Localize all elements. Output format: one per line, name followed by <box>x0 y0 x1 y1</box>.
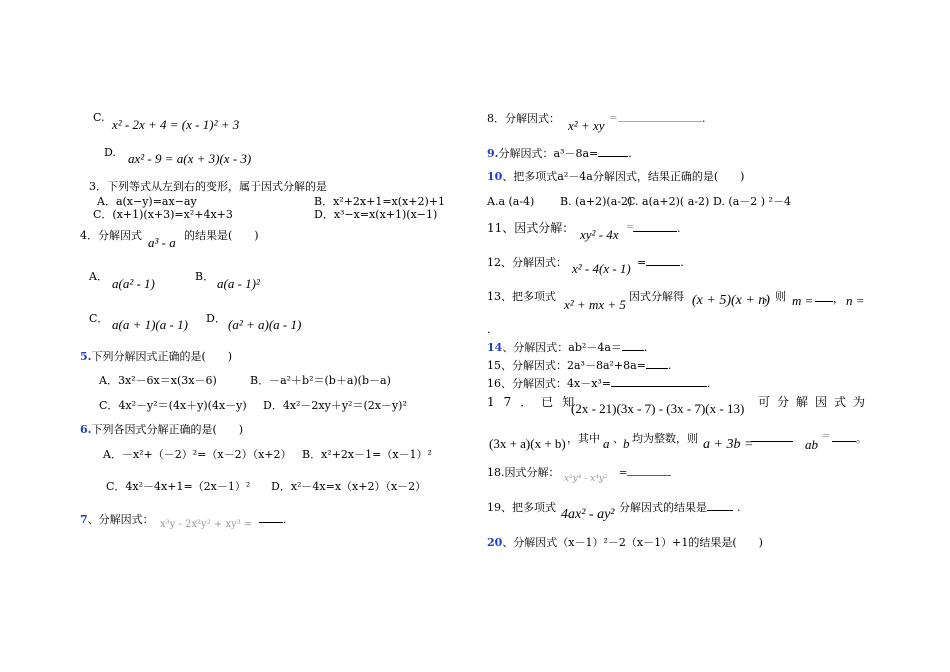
q11-stem: 11、因式分解： <box>487 221 575 235</box>
q17-factor: (3x + a)(x + b) <box>489 436 566 451</box>
q16-stem <box>487 377 711 391</box>
q3-stem: 3．下列等式从左到右的变形，属于因式分解的是 <box>89 180 327 193</box>
q8-answer <box>618 112 706 126</box>
q13-m: m = <box>792 293 814 308</box>
q4-option-b-expr: a(a - 1)² <box>217 276 260 291</box>
q10-option-a: A.a (a-4) <box>487 195 535 208</box>
q14-number: 14 <box>487 341 503 354</box>
q15-stem-text: 15、分解因式：2a³－8a²+8a= <box>487 359 646 372</box>
q12-answer-blank <box>646 265 680 266</box>
q19-answer <box>619 501 741 515</box>
q12-expression: x² - 4(x - 1) <box>572 261 631 276</box>
q16-stem-text: 16、分解因式：4x－x³= <box>487 377 612 390</box>
q6-option-a: A．－x²+（－2）²=（x－2）（x+2） <box>103 448 292 461</box>
q8-answer-blank <box>618 121 702 122</box>
q17-ab: ab <box>805 437 818 452</box>
q13-comma: ， <box>833 292 844 305</box>
q3-option-b: B．x²+2x+1=x(x+2)+1 <box>314 195 445 208</box>
q6-option-b: B．x²+2x－1=（x－1）² <box>302 448 432 461</box>
q4-stem-expr: a³ - a <box>148 235 176 250</box>
q5-stem-text: 下列分解因式正确的是( ) <box>91 350 233 363</box>
q2-option-c-expr: x² - 2x + 4 = (x - 1)² + 3 <box>112 117 240 132</box>
q12-equals: = <box>637 256 647 269</box>
q4-option-d-expr: (a² + a)(a - 1) <box>228 317 302 332</box>
q17-separator: 、 <box>613 432 624 445</box>
q17-sum-blank <box>751 441 793 442</box>
q17-sum: a + 3b = <box>703 437 754 452</box>
q17-ab-answer <box>832 432 867 446</box>
q20-stem-text: 、分解因式（x－1）²－2（x－1）+1的结果是( ) <box>502 536 763 549</box>
q13-m-blank <box>815 301 833 302</box>
q7-number: 7 <box>80 513 88 526</box>
q5-option-b: B．－a²＋b²＝(b＋a)(b－a) <box>250 374 391 387</box>
q17-mid2: 均为整数，则 <box>632 432 698 445</box>
q4-option-c-label: C． <box>89 312 109 325</box>
q19-tail: 分解因式的结果是 <box>619 501 707 514</box>
q5-option-d: D．4x²－2xy＋y²＝(2x－y)² <box>263 399 407 412</box>
q7-answer-blank <box>259 522 283 523</box>
q11-tail: . <box>677 222 681 235</box>
q4-option-c-expr: a(a + 1)(a - 1) <box>112 317 188 332</box>
q10-option-b: B. (a+2)(a-2) <box>560 195 633 208</box>
q17-end: 。 <box>856 432 867 445</box>
q12-tail: . <box>680 256 684 269</box>
q20-number: 20 <box>487 536 503 549</box>
q18-stem: 18.因式分解： <box>487 466 560 479</box>
q17-tail: 可分解因式为 <box>758 395 873 409</box>
q17-var-a: a <box>603 436 610 451</box>
q10-stem <box>487 170 744 184</box>
q14-stem <box>487 341 647 355</box>
q17-ab-blank <box>832 441 856 442</box>
q5-option-a: A．3x²－6x＝x(3x－6) <box>99 374 217 387</box>
q16-answer-blank <box>611 386 707 387</box>
q13-n: n = <box>846 293 865 308</box>
q12-answer <box>637 256 684 270</box>
q13-dot: . <box>487 323 491 336</box>
q6-stem-text: 下列各因式分解正确的是( ) <box>91 423 244 436</box>
q14-answer-blank <box>622 350 644 351</box>
q7-stem <box>80 513 154 527</box>
q12-stem: 12、分解因式： <box>487 256 567 269</box>
q18-answer <box>619 466 671 481</box>
q9-tail: . <box>628 147 632 160</box>
q13-then: ，则 <box>764 290 786 303</box>
q11-equals: = <box>626 222 635 233</box>
q5-number: 5. <box>80 350 92 363</box>
q15-tail: . <box>667 359 672 372</box>
q4-option-a-expr: a(a² - 1) <box>112 276 155 291</box>
q7-stem-text: 、分解因式： <box>87 513 154 526</box>
q18-equals: = <box>619 468 628 479</box>
q17-sum-answer <box>751 432 793 446</box>
q18-answer-blank <box>627 475 671 476</box>
q6-option-c: C．4x²－4x+1=（2x－1）² <box>106 480 251 493</box>
q11-expression: xy² - 4x <box>580 227 619 242</box>
q17-var-b: b <box>623 436 630 451</box>
q20-stem <box>487 536 763 550</box>
q9-stem <box>487 147 632 161</box>
q6-stem <box>80 423 243 437</box>
q10-number: 10 <box>487 170 503 183</box>
q17-mid: ，其中 <box>567 432 600 445</box>
q13-mid: 因式分解得 <box>629 290 684 303</box>
q11-answer <box>633 222 681 236</box>
q4-stem-suffix: 的结果是( ) <box>184 229 259 242</box>
q8-expression: x² + xy <box>568 118 605 133</box>
q4-option-a-label: A． <box>89 270 108 283</box>
q17-ab-equals: = <box>822 431 831 442</box>
q5-option-c: C．4x²－y²＝(4x＋y)(4x－y) <box>99 399 247 412</box>
q2-option-d-expr: ax² - 9 = a(x + 3)(x - 3) <box>128 151 252 166</box>
q14-stem-text: 、分解因式：ab²－4a＝ <box>502 341 622 354</box>
q9-stem-text: 分解因式：a³－8a= <box>498 147 599 160</box>
q17-stem: 17．已知 <box>487 395 584 409</box>
q16-tail: . <box>707 377 711 390</box>
q17-expression: (2x - 21)(3x - 7) - (3x - 7)(x - 13) <box>571 401 745 416</box>
q6-option-d: D．x²－4x=x（x+2）（x－2） <box>271 480 427 493</box>
q19-dot: . <box>737 501 741 514</box>
q8-equals: = <box>609 113 618 124</box>
q8-tail: . <box>702 112 706 125</box>
q14-tail: . <box>643 341 648 354</box>
q7-expression: x³y - 2x²y² + xy³ = <box>160 519 253 530</box>
q4-option-b-label: B． <box>195 270 215 283</box>
q3-option-a: A．a(x−y)=ax−ay <box>97 195 197 208</box>
q4-stem-prefix: 4．分解因式 <box>80 229 142 242</box>
q2-option-d-label: D. <box>104 146 116 159</box>
q13-m-answer <box>815 292 844 306</box>
q5-stem <box>80 350 232 364</box>
q15-answer-blank <box>646 368 668 369</box>
q11-answer-blank <box>633 231 677 232</box>
q13-stem: 13、把多项式 <box>487 290 556 303</box>
q3-option-c: C．(x+1)(x+3)=x²+4x+3 <box>93 208 233 221</box>
q13-expression: x² + mx + 5 <box>564 297 626 312</box>
q7-answer <box>259 513 287 527</box>
q9-number: 9. <box>487 147 499 160</box>
q10-stem-text: 、把多项式a²－4a分解因式，结果正确的是( ) <box>502 170 745 183</box>
q15-stem <box>487 359 671 373</box>
q7-tail: . <box>283 513 287 526</box>
q2-option-c-label: C. <box>93 111 105 124</box>
q10-option-c: C. a(a+2)( a-2) <box>627 195 710 208</box>
q19-answer-blank <box>707 510 733 511</box>
q3-option-d: D．x³−x=x(x+1)(x−1) <box>314 208 438 221</box>
q13-factor: (x + 5)(x + n) <box>692 293 770 308</box>
q19-expression: 4ax² - ay² <box>561 507 615 522</box>
q6-number: 6. <box>80 423 92 436</box>
q9-answer-blank <box>598 156 628 157</box>
q4-option-d-label: D． <box>206 312 226 325</box>
q18-expression: x²y⁴ - x⁴y² <box>564 474 608 484</box>
q8-stem: 8．分解因式： <box>487 112 560 125</box>
q10-option-d: D. (a－2 ) ²－4 <box>713 195 791 208</box>
q19-stem: 19、把多项式 <box>487 501 556 514</box>
